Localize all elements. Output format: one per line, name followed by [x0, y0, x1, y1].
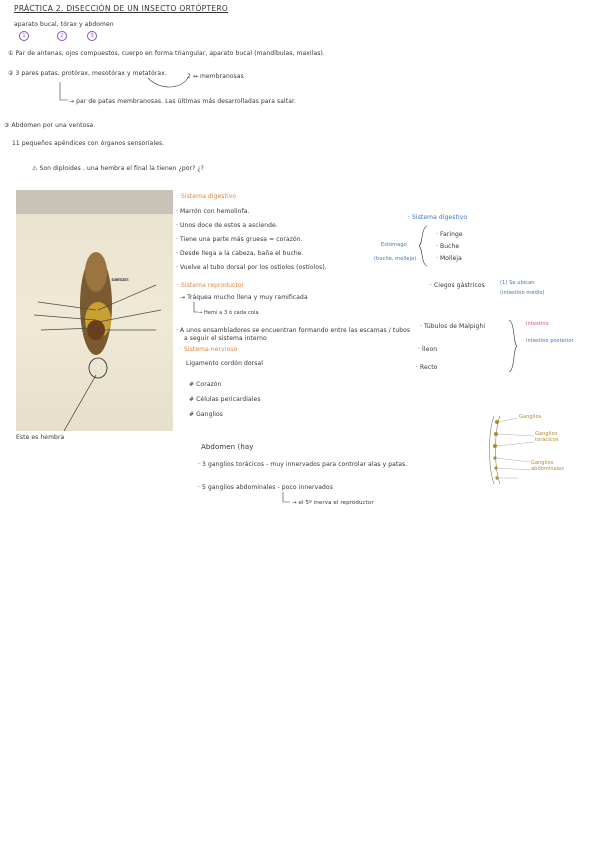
circle-number-3: 3	[87, 31, 97, 41]
diagram-label-0: Ganglios	[519, 414, 542, 420]
digestive-item-2: · Tiene una parte más gruesa = corazón.	[176, 236, 303, 243]
tubules-label: · Túbulos de Malpighi	[420, 323, 486, 330]
section1-line2b: 2 ↔ membranosas	[187, 73, 244, 80]
diagram-label-2: Ganglios abdominales	[531, 460, 565, 472]
bottom-heading: Abdomen (hay	[201, 443, 254, 451]
right-brace	[419, 226, 429, 268]
circle-number-1: 1	[19, 31, 29, 41]
bottom-arrow	[282, 492, 292, 504]
reproductive-bracket	[193, 302, 199, 314]
right-list-0: · Faringe	[436, 231, 463, 238]
reproductive-line2: → Hemi a 3 ó cada cola	[198, 310, 259, 316]
ileon-label: · Íleon	[418, 346, 438, 353]
reproductive-line4: a seguir el sistema interno	[184, 335, 267, 342]
page-subtitle: aparato bucal, tórax y abdomen	[14, 21, 114, 28]
digestive-item-1: · Unos doce de estos a asciende.	[176, 222, 278, 229]
section1-line2a: ② 3 pares patas, protórax, mesotórax y metatórax.	[8, 70, 167, 77]
reproductive-line3: · A unos ensambladores se encuentran formando entre las escamas / tubos	[176, 327, 411, 334]
reproductive-heading: · Sistema reproductor	[177, 282, 245, 289]
right-heading: · Sistema digestivo	[408, 214, 468, 221]
photo-caption: Este es hembra	[16, 434, 65, 441]
recto-label: · Recto	[416, 364, 438, 371]
gastric-note-2: (intestino medio)	[500, 290, 545, 296]
bottom-line3: → el 5º inerva el reproductor	[292, 500, 374, 506]
bracket-arrow	[60, 76, 190, 102]
digestive-item-0: · Marrón con hemolinfa.	[176, 208, 250, 215]
digestive-item-4: · Vuelve al tubo dorsal por los ostiolos (ostíolos).	[176, 264, 327, 271]
insect-drawing	[16, 190, 173, 431]
dissection-photo	[16, 190, 173, 431]
nervous-list-1: # Células pericardiales	[189, 396, 261, 403]
digestive-heading: · Sistema digestivo	[177, 193, 237, 200]
diagram-label-1: Ganglios torácicos	[535, 431, 559, 443]
section1-line2c: → par de patas membranosas. Las últimas más desarrolladas para saltar.	[69, 98, 297, 105]
circle-number-2: 2	[57, 31, 67, 41]
reproductive-line1: → Tráquea mucho llena y muy ramificada	[180, 294, 308, 301]
right-left-label-0: Estómago	[381, 242, 407, 248]
nervous-list-0: # Corazón	[189, 381, 222, 388]
photo-label-top: cercos	[112, 277, 129, 283]
nervous-sub: Ligamento cordón dorsal	[186, 360, 264, 367]
bottom-line2: · 5 ganglios abdominales - poco innervados	[198, 484, 333, 491]
page-title: PRÁCTICA 2. DISECCIÓN DE UN INSECTO ORTÓPTERO	[14, 4, 229, 13]
right-brace-2	[508, 320, 518, 372]
nervous-heading: · Sistema nervioso	[180, 346, 238, 353]
right-left-label-1: (buche, molleja)	[374, 256, 417, 262]
nervous-list-2: # Ganglios	[189, 411, 224, 418]
section1-line1: ① Par de antenas, ojos compuestos, cuerpo en forma triangular, aparato bucal (mandíbulas, maxilas).	[8, 50, 325, 57]
bottom-line1: · 3 ganglios torácicos - muy innervados para controlar alas y patas.	[198, 461, 408, 468]
gastric-label: · Ciegos gástricos	[430, 282, 485, 289]
right-list-1: · Buche	[436, 243, 460, 250]
right-list-2: · Molleja	[436, 255, 462, 262]
blue-note: intestino posterior	[526, 338, 574, 344]
gastric-note: (1) Se ubican	[500, 280, 535, 286]
section3-line2: 11 pequeños apéndices con órganos sensoriales.	[12, 140, 165, 147]
section3-note: ⚠ Son diploides . una hembra el final la tienen ¿por? ¿?	[32, 165, 204, 172]
nervous-diagram	[484, 412, 574, 488]
section3-line1: ③ Abdomen por una ventosa.	[4, 122, 96, 129]
pink-note: Intestino	[526, 321, 549, 327]
digestive-item-3: · Desde llega a la cabeza, baña el buche.	[176, 250, 304, 257]
